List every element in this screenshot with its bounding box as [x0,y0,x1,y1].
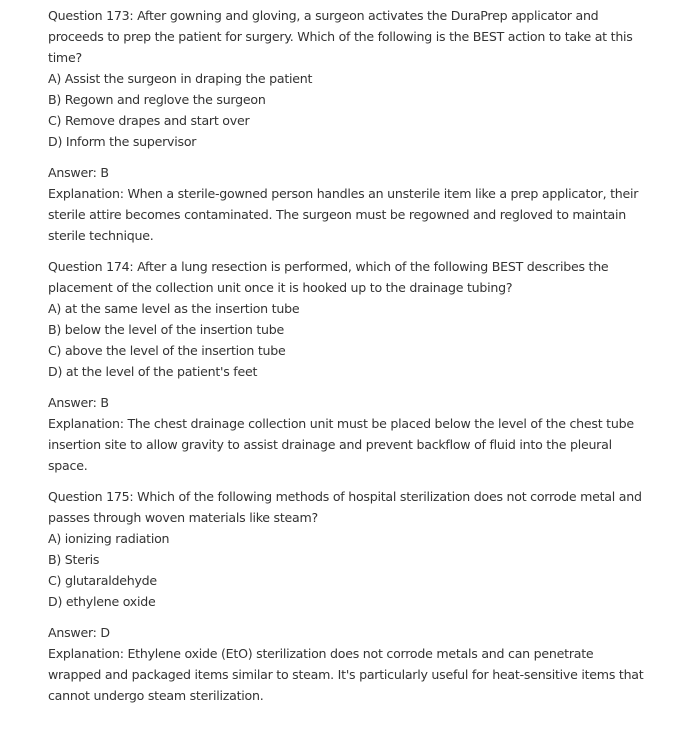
explanation-line: Explanation: When a sterile-gowned person handles an unsterile item like a prep applicator, their [48,186,639,201]
answer-175 [48,622,648,706]
question-text-line: Question 174: After a lung resection is performed, which of the following BEST describes the [48,259,609,274]
explanation-line: wrapped and packaged items similar to steam. It's particularly useful for heat-sensitive items that [48,667,644,682]
answer-174 [48,392,648,476]
explanation-line: sterile technique. [48,228,154,243]
answer-text: Answer: B [48,165,109,180]
option-c: C) Remove drapes and start over [48,113,250,128]
explanation-line: Explanation: Ethylene oxide (EtO) sterilization does not corrode metals and can penetrate [48,646,594,661]
explanation-line: space. [48,458,88,473]
explanation-line: Explanation: The chest drainage collection unit must be placed below the level of the chest tube [48,416,634,431]
question-text-line: time? [48,50,82,65]
explanation-line: sterile attire becomes contaminated. The surgeon must be regowned and regloved to maintain [48,207,627,222]
question-text-line: placement of the collection unit once it is hooked up to the drainage tubing? [48,280,513,295]
question-173 [48,5,648,152]
question-175 [48,486,648,612]
option-b: B) Regown and reglove the surgeon [48,92,266,107]
option-a: A) Assist the surgeon in draping the patient [48,71,313,86]
question-174 [48,256,648,382]
option-a: A) at the same level as the insertion tube [48,301,300,316]
option-d: D) ethylene oxide [48,594,156,609]
option-c: C) above the level of the insertion tube [48,343,286,358]
answer-text: Answer: B [48,395,109,410]
option-b: B) below the level of the insertion tube [48,322,284,337]
option-c: C) glutaraldehyde [48,573,157,588]
option-d: D) at the level of the patient's feet [48,364,258,379]
question-text-line: proceeds to prep the patient for surgery. Which of the following is the BEST action to take at this [48,29,633,44]
answer-173 [48,162,648,246]
option-b: B) Steris [48,552,100,567]
answer-text: Answer: D [48,625,110,640]
question-text-line: Question 175: Which of the following methods of hospital sterilization does not corrode metal and [48,489,642,504]
explanation-line: insertion site to allow gravity to assist drainage and prevent backflow of fluid into the pleural [48,437,612,452]
option-d: D) Inform the supervisor [48,134,197,149]
explanation-line: cannot undergo steam sterilization. [48,688,264,703]
question-text-line: Question 173: After gowning and gloving, a surgeon activates the DuraPrep applicator and [48,8,599,23]
option-a: A) ionizing radiation [48,531,170,546]
question-text-line: passes through woven materials like steam? [48,510,318,525]
